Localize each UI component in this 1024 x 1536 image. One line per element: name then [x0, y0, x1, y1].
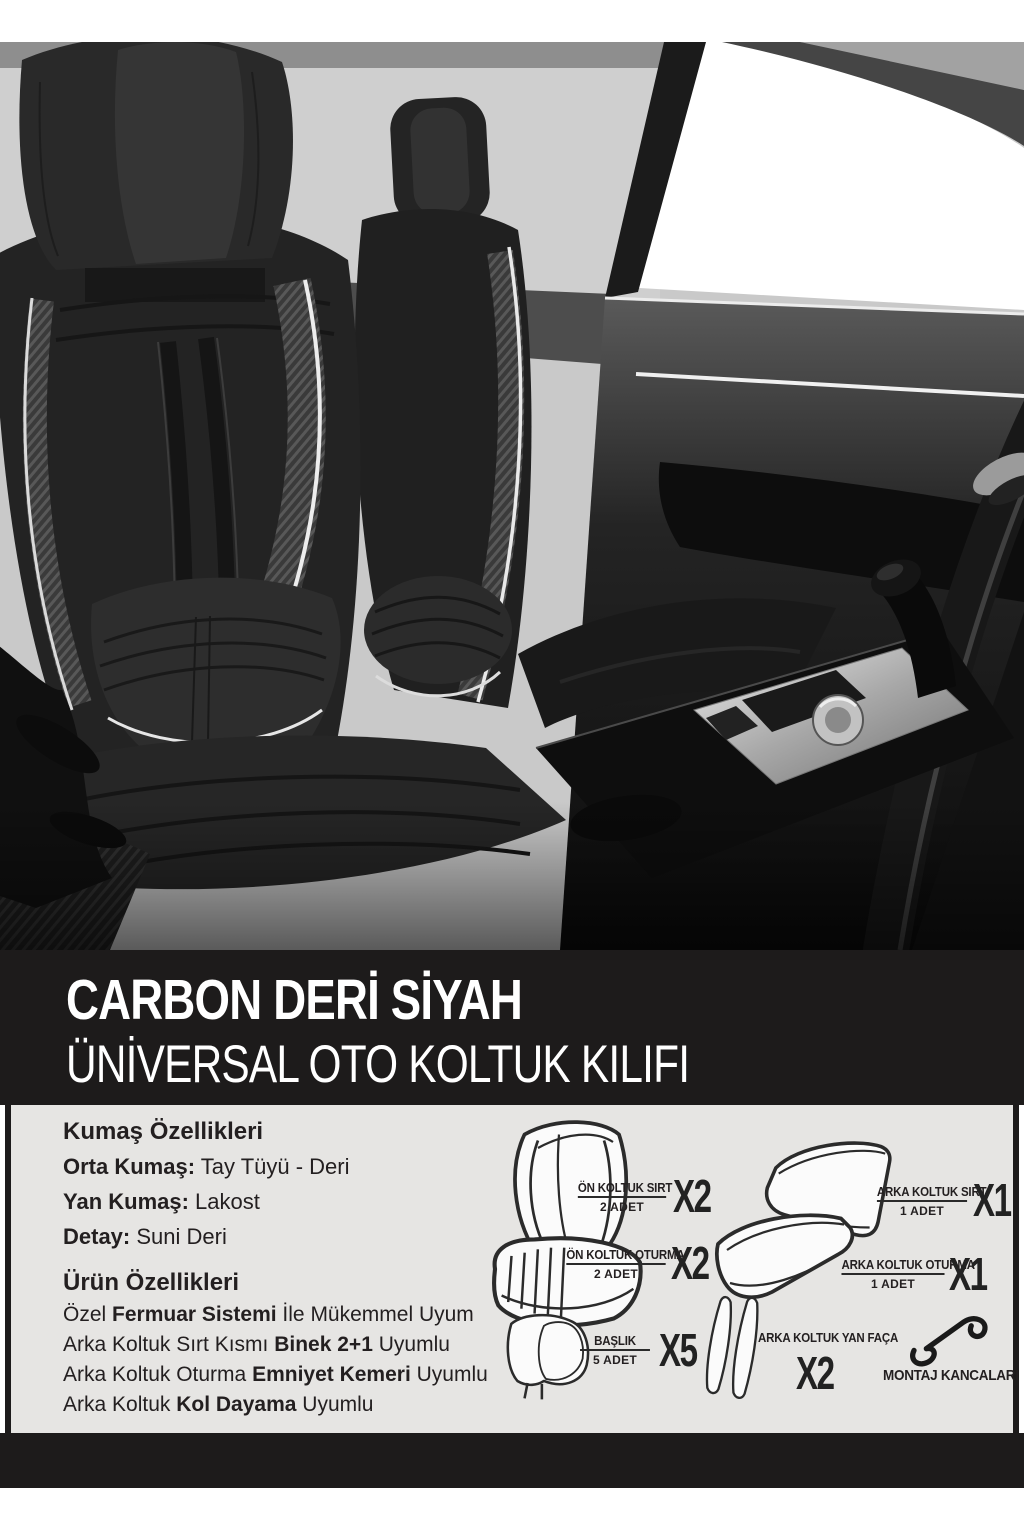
fabric-value: Suni Deri	[130, 1224, 227, 1249]
row-text: Uyumlu	[372, 1333, 450, 1356]
headrest-qty: X5	[659, 1324, 697, 1376]
fabric-row	[63, 1149, 493, 1184]
row-text: Arka Koltuk	[63, 1393, 177, 1416]
rear-seat-cushion-label: ARKA KOLTUK OTURMA 1 ADET	[841, 1258, 975, 1291]
mounting-hooks-label: MONTAJ KANCALARI	[883, 1367, 1019, 1384]
mounting-hooks-icon	[907, 1308, 995, 1370]
fabric-label: Yan Kumaş:	[63, 1189, 189, 1214]
spec-panel	[5, 1105, 1019, 1433]
row-bold: Kol Dayama	[176, 1393, 297, 1416]
side-facia-strips-icon	[701, 1293, 773, 1405]
product-row	[63, 1360, 493, 1390]
row-text: Uyumlu	[410, 1363, 488, 1386]
front-seat-back-qty: X2	[673, 1170, 711, 1222]
rear-seat-back-label: ARKA KOLTUK SIRT 1 ADET	[876, 1185, 987, 1218]
row-text: Arka Koltuk Oturma	[63, 1363, 253, 1386]
rear-seat-cushion-icon	[711, 1205, 863, 1307]
product-photo	[0, 42, 1024, 950]
fabric-label: Orta Kumaş:	[63, 1154, 196, 1179]
product-subtitle: ÜNİVERSAL OTO KOLTUK KILIFI	[66, 1035, 690, 1094]
fabric-row	[63, 1219, 493, 1254]
side-facia-qty: X2	[796, 1347, 834, 1399]
front-seat-back-label: ÖN KOLTUK SIRT 2 ADET	[577, 1181, 673, 1214]
row-bold: Emniyet Kemeri	[252, 1363, 411, 1386]
product-row	[63, 1300, 493, 1330]
spec-text-column	[63, 1115, 493, 1420]
title-banner	[0, 950, 1024, 1105]
fabric-label: Detay:	[63, 1224, 131, 1249]
headrest-label: BAŞLIK 5 ADET	[577, 1334, 653, 1367]
side-facia-label: ARKA KOLTUK YAN FAÇA	[758, 1331, 899, 1345]
product-row	[63, 1390, 493, 1420]
row-bold: Binek 2+1	[274, 1333, 373, 1356]
product-row	[63, 1330, 493, 1360]
front-seat-cushion-qty: X2	[671, 1237, 709, 1289]
fabric-heading: Kumaş Özellikleri	[63, 1118, 264, 1145]
front-seat-cushion-label: ÖN KOLTUK OTURMA 2 ADET	[566, 1248, 685, 1281]
rear-seat-back-qty: X1	[973, 1174, 1011, 1226]
fabric-value: Tay Tüyü - Deri	[195, 1154, 350, 1179]
fabric-row	[63, 1184, 493, 1219]
footer-bar	[0, 1433, 1024, 1488]
row-text: Uyumlu	[296, 1393, 374, 1416]
rear-seat-cushion-qty: X1	[949, 1248, 987, 1300]
row-text: İle Mükemmel Uyum	[276, 1303, 474, 1326]
product-title: CARBON DERİ SİYAH	[66, 968, 522, 1032]
row-text: Arka Koltuk Sırt Kısmı	[63, 1333, 275, 1356]
row-text: Özel	[63, 1303, 113, 1326]
fabric-value: Lakost	[188, 1189, 260, 1214]
product-heading: Ürün Özellikleri	[63, 1269, 240, 1296]
row-bold: Fermuar Sistemi	[112, 1303, 277, 1326]
